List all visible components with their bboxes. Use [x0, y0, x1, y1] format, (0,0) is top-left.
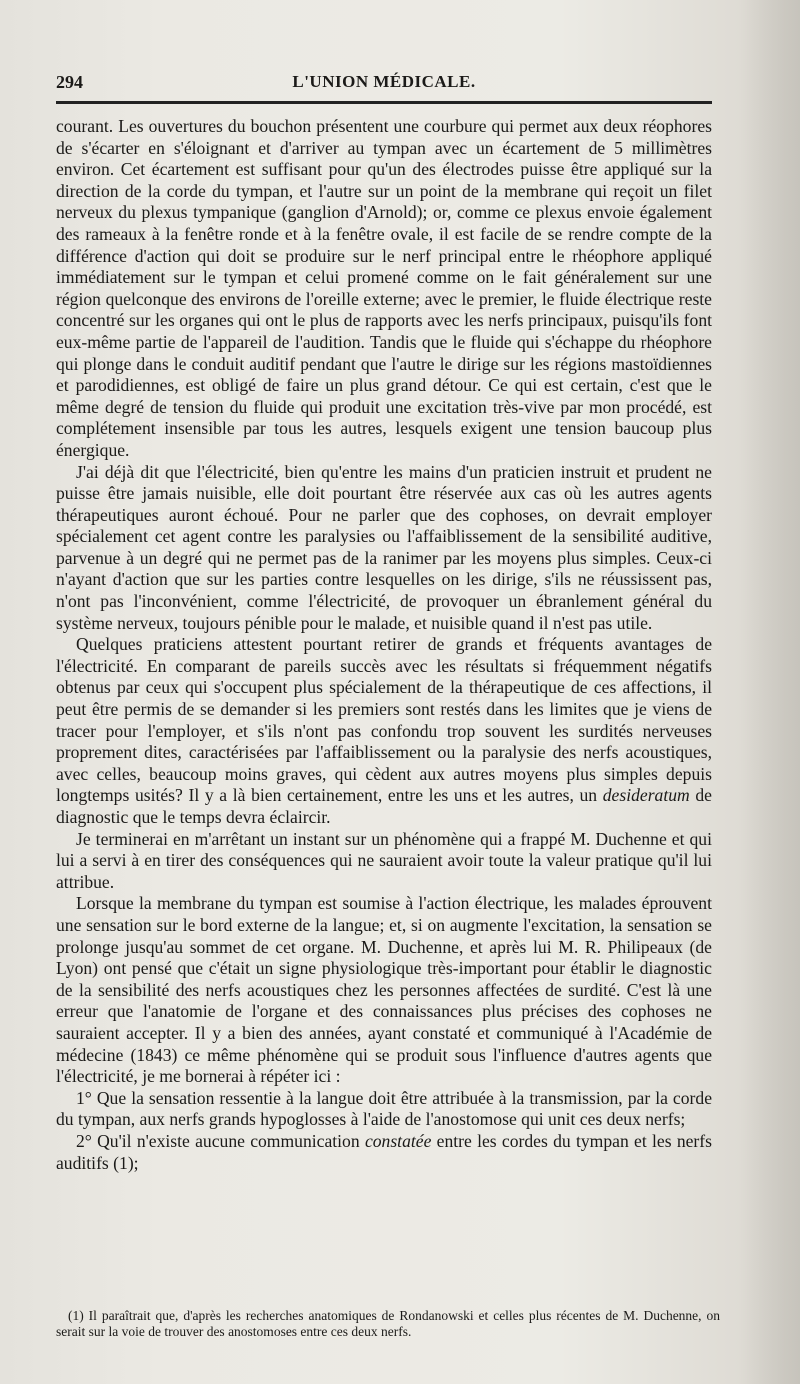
header-rule [56, 101, 712, 104]
body-text [56, 116, 712, 1174]
paragraph-text: entre les cordes du tympan et les nerfs auditifs (1); [56, 1130, 712, 1173]
page-number: 294 [56, 72, 83, 92]
paragraph [56, 634, 712, 828]
paragraph: J'ai déjà dit que l'électricité, bien qu'entre les mains d'un praticien instruit et prudent ne puisse être jamais nuisible, elle doit pourtant être réservée aux cas où les autres agents thérapeutiques auront échoué. Pour ne parler que des cophoses, on devrait employer spécialement cet agent contre les paralysies ou l'affaiblissement de la sensibilité auditive, parvenue à un degré qui ne permet pas de la ranimer par les moyens plus simples. Ceux-ci n'ayant d'action que sur les parties contre lesquelles on les dirige, s'ils ne réussissent pas, n'ont pas l'inconvénient, comme l'électricité, de provoquer un ébranlement général du système nerveux, toujours pénible pour le malade, et nuisible quand il n'est pas utile. [56, 461, 712, 633]
facing-page-bleed [738, 0, 800, 1384]
paragraph-text: de diagnostic que le temps devra éclaircir. [56, 785, 712, 827]
paragraph: courant. Les ouvertures du bouchon présentent une courbure qui permet aux deux réophores de s'écarter en s'éloignant et d'arriver au tympan avec un écartement de 5 millimètres environ. Cet écartement est suffisant pour qu'un des électrodes puisse être appliqué sur la direction de la corde du tympan, et l'autre sur un point de la membrane qui reçoit un filet nerveux du plexus tympanique (ganglion d'Arnold); or, comme ce plexus envoie également des rameaux à la fenêtre ronde et à la fenêtre ovale, il est facile de se rendre compte de la différence d'action qui doit se produire sur le nerf principal entre le rhéophore appliqué immédiatement sur le tympan et celui promené comme on le fait généralement sur une région quelconque des environs de l'oreille externe; avec le premier, le fluide électrique reste concentré sur les organes qui ont le plus de rapports avec les nerfs principaux, puisqu'ils font eux-même partie de l'appareil de l'audition. Tandis que le fluide qui s'échappe du rhéophore qui plonge dans le conduit auditif pendant que l'autre le dirige sur les régions mastoïdiennes et parodidiennes, est obligé de faire un plus grand détour. Ce qui est certain, c'est que le même degré de tension du fluide qui produit une excitation très-vive par mon procédé, est complétement insensible par tous les autres, lesquels exigent une tension baucoup plus énergique. [56, 116, 712, 460]
paragraph: Je terminerai en m'arrêtant un instant sur un phénomène qui a frappé M. Duchenne et qui lui a servi à en tirer des conséquences qui ne sauraient avoir toute la valeur pratique qu'il lui attribue. [56, 828, 712, 892]
footnote: (1) Il paraîtrait que, d'après les recherches anatomiques de Rondanowski et celles plus récentes de M. Duchenne, on serait sur la voie de trouver des anostomoses entre ces deux nerfs. [56, 1308, 720, 1339]
footnotes [56, 1308, 720, 1340]
italic-term: desideratum [602, 785, 690, 806]
paragraph-text: Quelques praticiens attestent pourtant retirer de grands et fréquents avantages de l'électricité. En comparant de pareils succès avec les résultats si fréquemment négatifs obtenus par ceux qui s'occupent plus spécialement de la thérapeutique de ces affections, il peut être permis de se demander si les premiers sont restés dans les limites que je viens de tracer pour l'employer, et s'ils n'ont pas confondu trop souvent les surdités nerveuses proprement dites, caractérisées par l'affaiblissement ou la paralysie des nerfs acoustiques, avec celles, beaucoup moins graves, qui cèdent aux autres moyens plus simples depuis longtemps usités? Il y a là bien certainement, entre les uns et les autres, un [56, 634, 712, 806]
paragraph-text: 2° Qu'il n'existe aucune communication [76, 1130, 360, 1151]
paragraph: Lorsque la membrane du tympan est soumise à l'action électrique, les malades éprouvent une sensation sur le bord externe de la langue; et, si on augmente l'excitation, la sensation se prolonge jusqu'au sommet de cet organe. M. Duchenne, et après lui M. R. Philipeaux (de Lyon) ont pensé que c'était un signe physiologique très-important pour établir le diagnostic de la sensibilité des nerfs acoustiques chez les personnes affectées de surdité. C'est là une erreur que l'anatomie de l'organe et des connaissances plus précises des cophoses ne sauraient accepter. Il y a bien des années, ayant constaté et communiqué à l'Académie de médecine (1843) ce même phénomène qui se produit sous l'influence d'autres agents que l'électricité, je me bornerai à répéter ici : [56, 893, 712, 1087]
paragraph [56, 1131, 712, 1174]
running-head: L'UNION MÉDICALE. [292, 72, 476, 91]
paragraph: 1° Que la sensation ressentie à la langue doit être attribuée à la transmission, par la corde du tympan, aux nerfs grands hypoglosses à l'aide de l'anostomose qui unit ces deux nerfs; [56, 1087, 712, 1130]
page-header [56, 72, 712, 102]
italic-term: constatée [364, 1130, 432, 1151]
